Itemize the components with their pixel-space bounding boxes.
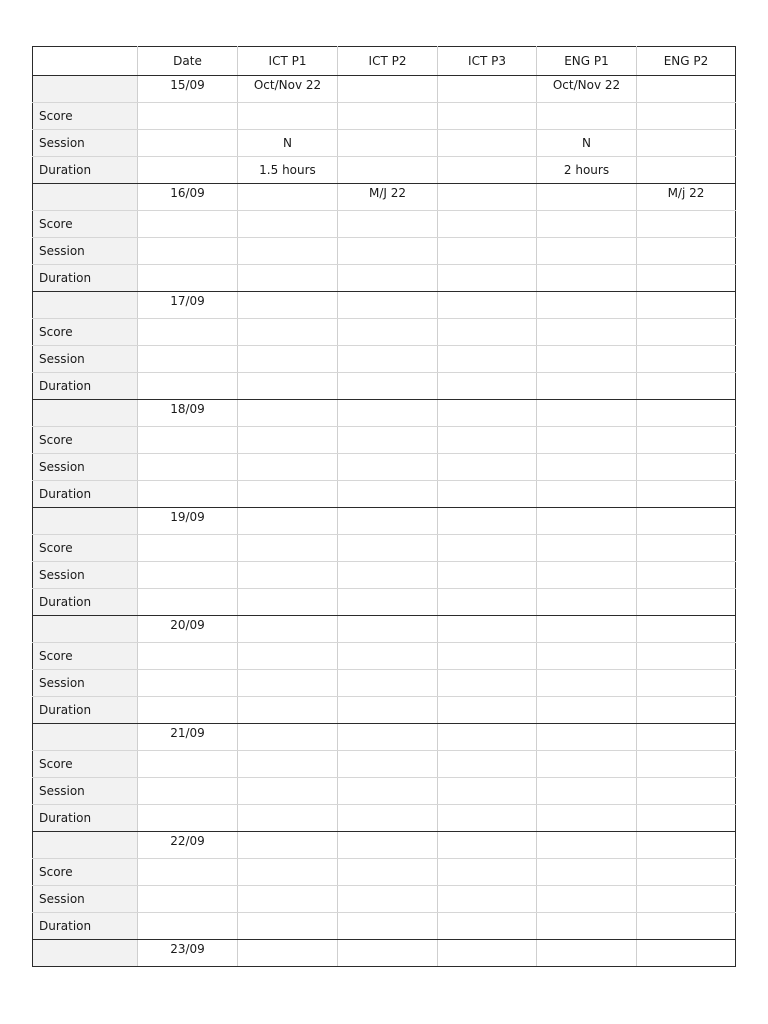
row-label-session: Session bbox=[33, 130, 138, 157]
paper-cell-eng-p2[interactable] bbox=[637, 76, 736, 103]
date-row bbox=[33, 616, 736, 643]
duration-cell-eng-p2[interactable] bbox=[637, 589, 736, 616]
date-cell[interactable]: 19/09 bbox=[138, 508, 238, 535]
session-cell-ict-p1[interactable] bbox=[238, 778, 338, 805]
duration-cell-eng-p1[interactable] bbox=[537, 697, 637, 724]
paper-cell-ict-p3[interactable] bbox=[438, 724, 537, 751]
score-cell-ict-p3[interactable] bbox=[438, 859, 537, 886]
paper-cell-eng-p2[interactable] bbox=[637, 724, 736, 751]
paper-cell-ict-p2[interactable]: M/J 22 bbox=[338, 184, 438, 211]
score-cell-ict-p2[interactable] bbox=[338, 751, 438, 778]
duration-cell-date[interactable] bbox=[138, 373, 238, 400]
session-cell-date[interactable] bbox=[138, 886, 238, 913]
score-cell-ict-p3[interactable] bbox=[438, 211, 537, 238]
duration-row bbox=[33, 913, 736, 940]
session-cell-eng-p1[interactable] bbox=[537, 670, 637, 697]
session-row bbox=[33, 886, 736, 913]
row-label-blank bbox=[33, 616, 138, 643]
date-row bbox=[33, 940, 736, 967]
duration-row bbox=[33, 265, 736, 292]
day-group bbox=[33, 76, 736, 184]
score-cell-ict-p1[interactable] bbox=[238, 535, 338, 562]
paper-cell-eng-p2[interactable]: M/j 22 bbox=[637, 184, 736, 211]
score-cell-date[interactable] bbox=[138, 103, 238, 130]
score-cell-eng-p1[interactable] bbox=[537, 103, 637, 130]
paper-cell-eng-p1[interactable] bbox=[537, 184, 637, 211]
score-cell-eng-p1[interactable] bbox=[537, 535, 637, 562]
row-label-blank bbox=[33, 508, 138, 535]
session-cell-ict-p2[interactable] bbox=[338, 130, 438, 157]
score-cell-eng-p2[interactable] bbox=[637, 643, 736, 670]
duration-cell-ict-p1[interactable] bbox=[238, 697, 338, 724]
session-cell-eng-p2[interactable] bbox=[637, 130, 736, 157]
paper-cell-ict-p1[interactable] bbox=[238, 832, 338, 859]
session-cell-ict-p1[interactable] bbox=[238, 886, 338, 913]
day-group bbox=[33, 616, 736, 724]
duration-row bbox=[33, 805, 736, 832]
score-cell-ict-p3[interactable] bbox=[438, 103, 537, 130]
session-cell-eng-p1[interactable] bbox=[537, 454, 637, 481]
score-row bbox=[33, 427, 736, 454]
day-group bbox=[33, 832, 736, 940]
paper-cell-ict-p1[interactable] bbox=[238, 724, 338, 751]
duration-cell-ict-p1[interactable] bbox=[238, 481, 338, 508]
duration-cell-eng-p2[interactable] bbox=[637, 265, 736, 292]
session-cell-eng-p2[interactable] bbox=[637, 454, 736, 481]
duration-cell-eng-p2[interactable] bbox=[637, 913, 736, 940]
session-cell-eng-p1[interactable] bbox=[537, 562, 637, 589]
session-row bbox=[33, 130, 736, 157]
paper-cell-ict-p2[interactable] bbox=[338, 292, 438, 319]
score-cell-ict-p3[interactable] bbox=[438, 751, 537, 778]
session-row bbox=[33, 670, 736, 697]
score-row bbox=[33, 751, 736, 778]
paper-cell-ict-p3[interactable] bbox=[438, 832, 537, 859]
row-label-blank bbox=[33, 724, 138, 751]
table-header bbox=[33, 47, 736, 76]
row-label-session: Session bbox=[33, 346, 138, 373]
session-cell-eng-p2[interactable] bbox=[637, 670, 736, 697]
score-cell-eng-p2[interactable] bbox=[637, 427, 736, 454]
session-cell-ict-p3[interactable] bbox=[438, 562, 537, 589]
duration-cell-ict-p2[interactable] bbox=[338, 265, 438, 292]
duration-cell-ict-p1[interactable] bbox=[238, 265, 338, 292]
duration-cell-ict-p3[interactable] bbox=[438, 589, 537, 616]
header-row bbox=[33, 47, 736, 76]
session-cell-date[interactable] bbox=[138, 778, 238, 805]
duration-cell-ict-p2[interactable] bbox=[338, 805, 438, 832]
duration-cell-ict-p3[interactable] bbox=[438, 697, 537, 724]
score-cell-date[interactable] bbox=[138, 427, 238, 454]
session-cell-eng-p1[interactable] bbox=[537, 238, 637, 265]
score-cell-eng-p1[interactable] bbox=[537, 643, 637, 670]
row-label-duration: Duration bbox=[33, 697, 138, 724]
paper-cell-eng-p1[interactable] bbox=[537, 940, 637, 967]
duration-cell-eng-p2[interactable] bbox=[637, 481, 736, 508]
paper-cell-eng-p1[interactable] bbox=[537, 832, 637, 859]
row-label-score: Score bbox=[33, 319, 138, 346]
paper-cell-ict-p3[interactable] bbox=[438, 400, 537, 427]
score-cell-eng-p1[interactable] bbox=[537, 427, 637, 454]
paper-cell-eng-p1[interactable] bbox=[537, 508, 637, 535]
duration-cell-date[interactable] bbox=[138, 157, 238, 184]
session-cell-ict-p2[interactable] bbox=[338, 778, 438, 805]
paper-cell-eng-p1[interactable] bbox=[537, 292, 637, 319]
session-row bbox=[33, 454, 736, 481]
duration-cell-ict-p2[interactable] bbox=[338, 157, 438, 184]
session-cell-ict-p3[interactable] bbox=[438, 778, 537, 805]
row-label-session: Session bbox=[33, 454, 138, 481]
session-cell-ict-p1[interactable]: N bbox=[238, 130, 338, 157]
session-cell-ict-p3[interactable] bbox=[438, 454, 537, 481]
score-cell-eng-p1[interactable] bbox=[537, 319, 637, 346]
session-cell-ict-p2[interactable] bbox=[338, 454, 438, 481]
duration-cell-ict-p1[interactable] bbox=[238, 373, 338, 400]
row-label-session: Session bbox=[33, 670, 138, 697]
session-cell-ict-p3[interactable] bbox=[438, 238, 537, 265]
row-label-session: Session bbox=[33, 886, 138, 913]
paper-cell-ict-p1[interactable] bbox=[238, 292, 338, 319]
row-label-duration: Duration bbox=[33, 265, 138, 292]
score-cell-ict-p1[interactable] bbox=[238, 751, 338, 778]
date-row bbox=[33, 76, 736, 103]
row-label-blank bbox=[33, 184, 138, 211]
duration-cell-eng-p1[interactable] bbox=[537, 913, 637, 940]
paper-cell-ict-p2[interactable] bbox=[338, 616, 438, 643]
day-group bbox=[33, 184, 736, 292]
duration-row bbox=[33, 481, 736, 508]
date-cell[interactable]: 17/09 bbox=[138, 292, 238, 319]
paper-cell-ict-p1[interactable] bbox=[238, 184, 338, 211]
duration-row bbox=[33, 373, 736, 400]
session-cell-ict-p1[interactable] bbox=[238, 346, 338, 373]
duration-row bbox=[33, 697, 736, 724]
score-cell-eng-p2[interactable] bbox=[637, 751, 736, 778]
score-cell-ict-p2[interactable] bbox=[338, 103, 438, 130]
duration-cell-ict-p1[interactable] bbox=[238, 913, 338, 940]
duration-cell-ict-p1[interactable] bbox=[238, 805, 338, 832]
paper-cell-ict-p1[interactable] bbox=[238, 508, 338, 535]
date-row bbox=[33, 400, 736, 427]
score-cell-ict-p2[interactable] bbox=[338, 859, 438, 886]
session-row bbox=[33, 778, 736, 805]
date-row bbox=[33, 832, 736, 859]
score-cell-date[interactable] bbox=[138, 211, 238, 238]
score-row bbox=[33, 211, 736, 238]
duration-cell-eng-p2[interactable] bbox=[637, 805, 736, 832]
paper-cell-ict-p2[interactable] bbox=[338, 724, 438, 751]
score-cell-ict-p1[interactable] bbox=[238, 427, 338, 454]
header-cell-ict-p1[interactable]: ICT P1 bbox=[238, 47, 338, 76]
row-label-score: Score bbox=[33, 211, 138, 238]
row-label-duration: Duration bbox=[33, 913, 138, 940]
score-cell-date[interactable] bbox=[138, 535, 238, 562]
score-cell-eng-p1[interactable] bbox=[537, 211, 637, 238]
score-cell-eng-p2[interactable] bbox=[637, 319, 736, 346]
session-cell-ict-p3[interactable] bbox=[438, 346, 537, 373]
duration-cell-eng-p1[interactable] bbox=[537, 481, 637, 508]
row-label-duration: Duration bbox=[33, 589, 138, 616]
duration-cell-eng-p2[interactable] bbox=[637, 157, 736, 184]
score-cell-eng-p1[interactable] bbox=[537, 859, 637, 886]
duration-row bbox=[33, 589, 736, 616]
row-label-score: Score bbox=[33, 751, 138, 778]
row-label-score: Score bbox=[33, 643, 138, 670]
date-cell[interactable]: 23/09 bbox=[138, 940, 238, 967]
day-group bbox=[33, 940, 736, 967]
duration-cell-date[interactable] bbox=[138, 481, 238, 508]
duration-cell-ict-p1[interactable]: 1.5 hours bbox=[238, 157, 338, 184]
duration-cell-ict-p2[interactable] bbox=[338, 481, 438, 508]
row-label-duration: Duration bbox=[33, 805, 138, 832]
paper-cell-eng-p2[interactable] bbox=[637, 400, 736, 427]
row-label-blank bbox=[33, 292, 138, 319]
score-row bbox=[33, 319, 736, 346]
duration-cell-date[interactable] bbox=[138, 913, 238, 940]
session-cell-date[interactable] bbox=[138, 562, 238, 589]
session-cell-eng-p1[interactable] bbox=[537, 886, 637, 913]
row-label-duration: Duration bbox=[33, 373, 138, 400]
duration-cell-ict-p2[interactable] bbox=[338, 589, 438, 616]
score-cell-ict-p1[interactable] bbox=[238, 103, 338, 130]
header-cell-date[interactable]: Date bbox=[138, 47, 238, 76]
session-cell-eng-p2[interactable] bbox=[637, 562, 736, 589]
day-group bbox=[33, 508, 736, 616]
session-cell-date[interactable] bbox=[138, 130, 238, 157]
duration-cell-eng-p1[interactable] bbox=[537, 265, 637, 292]
paper-cell-ict-p2[interactable] bbox=[338, 940, 438, 967]
session-row bbox=[33, 346, 736, 373]
day-group bbox=[33, 292, 736, 400]
session-cell-ict-p2[interactable] bbox=[338, 238, 438, 265]
session-cell-ict-p2[interactable] bbox=[338, 346, 438, 373]
duration-cell-eng-p1[interactable] bbox=[537, 589, 637, 616]
duration-row bbox=[33, 157, 736, 184]
paper-cell-ict-p3[interactable] bbox=[438, 184, 537, 211]
duration-cell-ict-p3[interactable] bbox=[438, 805, 537, 832]
date-cell[interactable]: 16/09 bbox=[138, 184, 238, 211]
score-cell-eng-p1[interactable] bbox=[537, 751, 637, 778]
row-label-session: Session bbox=[33, 238, 138, 265]
session-cell-eng-p2[interactable] bbox=[637, 238, 736, 265]
row-label-duration: Duration bbox=[33, 157, 138, 184]
duration-cell-eng-p1[interactable]: 2 hours bbox=[537, 157, 637, 184]
session-cell-date[interactable] bbox=[138, 346, 238, 373]
row-label-session: Session bbox=[33, 562, 138, 589]
session-cell-eng-p1[interactable] bbox=[537, 346, 637, 373]
duration-cell-date[interactable] bbox=[138, 697, 238, 724]
duration-cell-eng-p2[interactable] bbox=[637, 373, 736, 400]
duration-cell-date[interactable] bbox=[138, 805, 238, 832]
duration-cell-ict-p3[interactable] bbox=[438, 481, 537, 508]
session-cell-date[interactable] bbox=[138, 238, 238, 265]
date-cell[interactable]: 20/09 bbox=[138, 616, 238, 643]
paper-cell-eng-p1[interactable]: Oct/Nov 22 bbox=[537, 76, 637, 103]
row-label-score: Score bbox=[33, 103, 138, 130]
score-cell-ict-p2[interactable] bbox=[338, 643, 438, 670]
session-cell-ict-p3[interactable] bbox=[438, 886, 537, 913]
paper-cell-ict-p1[interactable]: Oct/Nov 22 bbox=[238, 76, 338, 103]
score-cell-eng-p2[interactable] bbox=[637, 535, 736, 562]
session-row bbox=[33, 562, 736, 589]
paper-cell-ict-p3[interactable] bbox=[438, 616, 537, 643]
row-label-score: Score bbox=[33, 535, 138, 562]
session-cell-eng-p2[interactable] bbox=[637, 778, 736, 805]
duration-cell-ict-p3[interactable] bbox=[438, 913, 537, 940]
duration-cell-ict-p2[interactable] bbox=[338, 697, 438, 724]
paper-cell-ict-p2[interactable] bbox=[338, 832, 438, 859]
day-group bbox=[33, 724, 736, 832]
session-cell-ict-p2[interactable] bbox=[338, 562, 438, 589]
paper-cell-eng-p1[interactable] bbox=[537, 616, 637, 643]
paper-cell-eng-p2[interactable] bbox=[637, 292, 736, 319]
duration-cell-ict-p2[interactable] bbox=[338, 373, 438, 400]
paper-cell-eng-p2[interactable] bbox=[637, 616, 736, 643]
score-cell-ict-p2[interactable] bbox=[338, 319, 438, 346]
session-cell-ict-p2[interactable] bbox=[338, 670, 438, 697]
score-cell-ict-p2[interactable] bbox=[338, 427, 438, 454]
paper-cell-eng-p1[interactable] bbox=[537, 724, 637, 751]
duration-cell-date[interactable] bbox=[138, 589, 238, 616]
paper-cell-ict-p3[interactable] bbox=[438, 292, 537, 319]
session-cell-eng-p2[interactable] bbox=[637, 346, 736, 373]
session-cell-date[interactable] bbox=[138, 670, 238, 697]
session-cell-ict-p1[interactable] bbox=[238, 562, 338, 589]
row-label-blank bbox=[33, 400, 138, 427]
row-label-session: Session bbox=[33, 778, 138, 805]
duration-cell-eng-p1[interactable] bbox=[537, 805, 637, 832]
session-cell-eng-p1[interactable] bbox=[537, 778, 637, 805]
score-row bbox=[33, 535, 736, 562]
score-cell-ict-p1[interactable] bbox=[238, 643, 338, 670]
date-row bbox=[33, 724, 736, 751]
paper-cell-eng-p2[interactable] bbox=[637, 940, 736, 967]
date-row bbox=[33, 292, 736, 319]
paper-cell-eng-p2[interactable] bbox=[637, 508, 736, 535]
duration-cell-ict-p1[interactable] bbox=[238, 589, 338, 616]
header-cell-ict-p2[interactable]: ICT P2 bbox=[338, 47, 438, 76]
date-row bbox=[33, 508, 736, 535]
score-cell-ict-p3[interactable] bbox=[438, 535, 537, 562]
score-cell-ict-p3[interactable] bbox=[438, 427, 537, 454]
row-label-blank bbox=[33, 832, 138, 859]
session-row bbox=[33, 238, 736, 265]
session-cell-ict-p2[interactable] bbox=[338, 886, 438, 913]
paper-cell-ict-p1[interactable] bbox=[238, 940, 338, 967]
paper-cell-ict-p2[interactable] bbox=[338, 400, 438, 427]
header-cell-corner bbox=[33, 47, 138, 76]
session-cell-ict-p1[interactable] bbox=[238, 454, 338, 481]
score-row bbox=[33, 643, 736, 670]
score-cell-ict-p3[interactable] bbox=[438, 643, 537, 670]
session-cell-eng-p2[interactable] bbox=[637, 886, 736, 913]
row-label-score: Score bbox=[33, 859, 138, 886]
study-schedule-table bbox=[32, 46, 736, 967]
session-cell-ict-p3[interactable] bbox=[438, 130, 537, 157]
duration-cell-eng-p1[interactable] bbox=[537, 373, 637, 400]
paper-cell-ict-p2[interactable] bbox=[338, 76, 438, 103]
paper-cell-ict-p1[interactable] bbox=[238, 616, 338, 643]
paper-cell-ict-p1[interactable] bbox=[238, 400, 338, 427]
score-cell-ict-p2[interactable] bbox=[338, 535, 438, 562]
paper-cell-ict-p2[interactable] bbox=[338, 508, 438, 535]
score-row bbox=[33, 859, 736, 886]
paper-cell-eng-p2[interactable] bbox=[637, 832, 736, 859]
score-row bbox=[33, 103, 736, 130]
score-cell-date[interactable] bbox=[138, 859, 238, 886]
score-cell-ict-p1[interactable] bbox=[238, 859, 338, 886]
paper-cell-eng-p1[interactable] bbox=[537, 400, 637, 427]
session-cell-ict-p1[interactable] bbox=[238, 238, 338, 265]
row-label-blank bbox=[33, 940, 138, 967]
row-label-duration: Duration bbox=[33, 481, 138, 508]
score-cell-date[interactable] bbox=[138, 643, 238, 670]
row-label-score: Score bbox=[33, 427, 138, 454]
session-cell-ict-p1[interactable] bbox=[238, 670, 338, 697]
paper-cell-ict-p3[interactable] bbox=[438, 508, 537, 535]
duration-cell-ict-p3[interactable] bbox=[438, 373, 537, 400]
duration-cell-eng-p2[interactable] bbox=[637, 697, 736, 724]
header-cell-eng-p2[interactable]: ENG P2 bbox=[637, 47, 736, 76]
score-cell-eng-p2[interactable] bbox=[637, 103, 736, 130]
header-cell-ict-p3[interactable]: ICT P3 bbox=[438, 47, 537, 76]
date-cell[interactable]: 22/09 bbox=[138, 832, 238, 859]
row-label-blank bbox=[33, 76, 138, 103]
session-cell-eng-p1[interactable]: N bbox=[537, 130, 637, 157]
score-cell-eng-p2[interactable] bbox=[637, 211, 736, 238]
score-cell-ict-p2[interactable] bbox=[338, 211, 438, 238]
score-cell-eng-p2[interactable] bbox=[637, 859, 736, 886]
session-cell-ict-p3[interactable] bbox=[438, 670, 537, 697]
score-cell-ict-p3[interactable] bbox=[438, 319, 537, 346]
paper-cell-ict-p3[interactable] bbox=[438, 76, 537, 103]
duration-cell-ict-p2[interactable] bbox=[338, 913, 438, 940]
day-group bbox=[33, 400, 736, 508]
paper-cell-ict-p3[interactable] bbox=[438, 940, 537, 967]
date-cell[interactable]: 21/09 bbox=[138, 724, 238, 751]
duration-cell-ict-p3[interactable] bbox=[438, 265, 537, 292]
header-cell-eng-p1[interactable]: ENG P1 bbox=[537, 47, 637, 76]
score-cell-ict-p1[interactable] bbox=[238, 211, 338, 238]
date-cell[interactable]: 15/09 bbox=[138, 76, 238, 103]
score-cell-ict-p1[interactable] bbox=[238, 319, 338, 346]
date-row bbox=[33, 184, 736, 211]
date-cell[interactable]: 18/09 bbox=[138, 400, 238, 427]
duration-cell-date[interactable] bbox=[138, 265, 238, 292]
session-cell-date[interactable] bbox=[138, 454, 238, 481]
score-cell-date[interactable] bbox=[138, 319, 238, 346]
score-cell-date[interactable] bbox=[138, 751, 238, 778]
duration-cell-ict-p3[interactable] bbox=[438, 157, 537, 184]
